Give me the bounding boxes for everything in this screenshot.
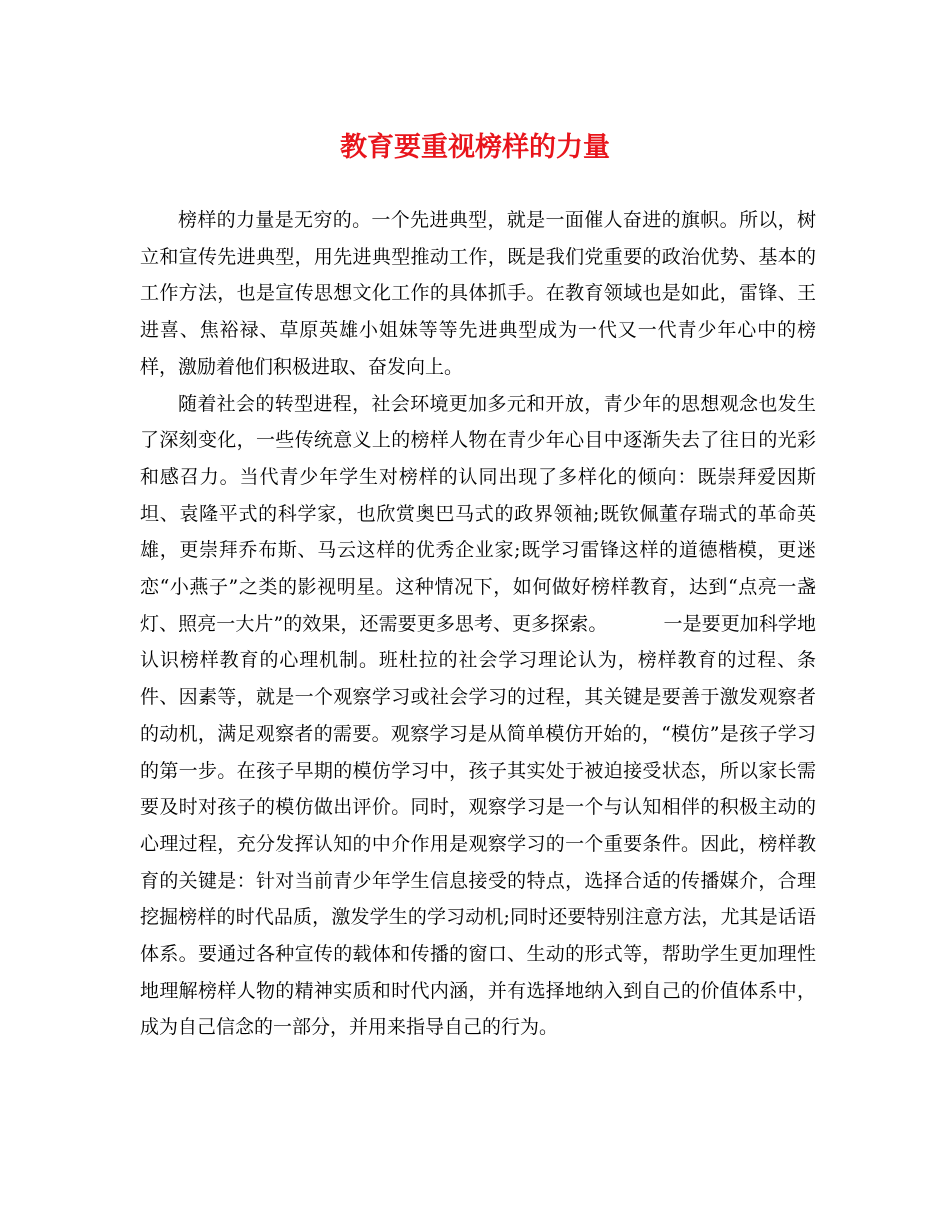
paragraph-2-text: 随着社会的转型进程，社会环境更加多元和开放，青少年的思想观念也发生了深刻变化，一些传统意义上的榜样人物在青少年心目中逐渐失去了往日的光彩和感召力。当代青少年学生对榜样的认同出现了多样化的倾向：既崇拜爱因斯坦、袁隆平式的科学家，也欣赏奥巴马式的政界领袖;既钦佩董存瑞式的革命英雄，更崇拜乔布斯、马云这样的优秀企业家;既学习雷锋这样的道德楷模，更迷恋“小燕子”之类的影视明星。这种情况下，如何做好榜样教育，达到“点亮一盏灯、照亮一大片”的效果，还需要更多思考、更多探索。 (140, 392, 816, 635)
document-body (140, 202, 816, 1046)
document-title: 教育要重视榜样的力量 (340, 132, 610, 163)
paragraph-1: 榜样的力量是无穷的。一个先进典型，就是一面催人奋进的旗帜。所以，树立和宣传先进典型，用先进典型推动工作，既是我们党重要的政治优势、基本的工作方法，也是宣传思想文化工作的具体抓手。在教育领域也是如此，雷锋、王进喜、焦裕禄、草原英雄小姐妹等等先进典型成为一代又一代青少年心中的榜样，激励着他们积极进取、奋发向上。 (140, 209, 816, 378)
paragraph-2 (140, 386, 816, 1047)
paragraph-2-continuation: 一是要更加科学地认识榜样教育的心理机制。班杜拉的社会学习理论认为，榜样教育的过程、条件、因素等，就是一个观察学习或社会学习的过程，其关键是要善于激发观察者的动机，满足观察者的需要。观察学习是从简单模仿开始的，“模仿”是孩子学习的第一步。在孩子早期的模仿学习中，孩子其实处于被迫接受状态，所以家长需要及时对孩子的模仿做出评价。同时，观察学习是一个与认知相伴的积极主动的心理过程，充分发挥认知的中介作用是观察学习的一个重要条件。因此，榜样教育的关键是：针对当前青少年学生信息接受的特点，选择合适的传播媒介，合理挖掘榜样的时代品质，激发学生的学习动机;同时还要特别注意方法，尤其是话语体系。要通过各种宣传的载体和传播的窗口、生动的形式等，帮助学生更加理性地理解榜样人物的精神实质和时代内涵，并有选择地纳入到自己的价值体系中，成为自己信念的一部分，并用来指导自己的行为。 (140, 612, 816, 1039)
